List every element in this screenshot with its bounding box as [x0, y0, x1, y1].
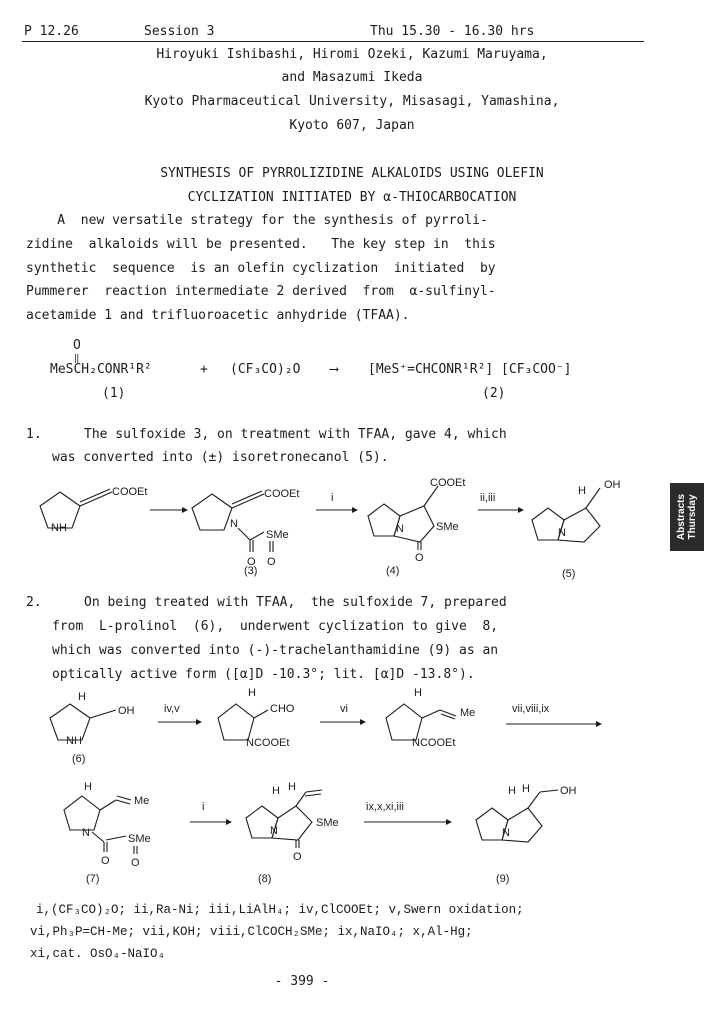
- compound-label-4: (4): [386, 565, 400, 577]
- n-label: N: [230, 518, 238, 530]
- side-tab-label: Abstracts Thursday: [676, 493, 698, 541]
- oh-label: OH: [118, 705, 135, 717]
- affiliation-line-2: Kyoto 607, Japan: [289, 118, 415, 133]
- compound-label-7: (7): [86, 873, 100, 885]
- n-label: N: [396, 523, 404, 535]
- h-label: H: [84, 781, 92, 793]
- ncooet-label: NCOOEt: [246, 737, 290, 749]
- reagent-label: ix,x,xi,iii: [366, 801, 404, 813]
- section-1-line-2: was converted into (±) isoretronecanol (5).: [52, 450, 389, 465]
- compound-label-9: (9): [496, 873, 510, 885]
- sme-label: SMe: [316, 817, 339, 829]
- compound-olefin: [386, 687, 475, 749]
- reagent-label: ii,iii: [480, 492, 496, 504]
- section-1-number: 1.: [26, 427, 42, 442]
- reaction-arrow-iv-v: [158, 703, 202, 725]
- abstract-code: P 12.26: [24, 24, 79, 39]
- n-label: N: [270, 825, 278, 837]
- intro-line-4: Pummerer reaction intermediate 2 derived from α-sulfinyl-: [26, 284, 496, 299]
- intro-line-2: zidine alkaloids will be presented. The key step in this: [26, 237, 496, 252]
- compound-9: [476, 783, 577, 885]
- paper-title-line-2: CYCLIZATION INITIATED BY α-THIOCARBOCATION: [187, 190, 517, 205]
- equation-oxo: O: [73, 338, 81, 353]
- compound-4: [368, 477, 465, 564]
- equation-plus: +: [200, 362, 208, 377]
- n-label: N: [558, 527, 566, 539]
- compound-label-3: (3): [244, 565, 258, 577]
- nh-label: NH: [66, 735, 82, 747]
- intro-line-1: A new versatile strategy for the synthesis of pyrroli-: [26, 213, 488, 228]
- cooet-label: COOEt: [264, 488, 300, 500]
- me-label: Me: [460, 707, 476, 719]
- section-2-number: 2.: [26, 595, 42, 610]
- page-number: - 399 -: [274, 974, 330, 989]
- cho-label: CHO: [270, 703, 295, 715]
- section-2-line-3: which was converted into (-)-trachelanthamidine (9) as an: [52, 643, 499, 658]
- h-label: H: [414, 687, 422, 699]
- oxygen-label: O: [101, 855, 110, 867]
- compound-6: [50, 691, 135, 765]
- compound-8: [246, 781, 339, 885]
- ncooet-label: NCOOEt: [412, 737, 456, 749]
- intro-line-3: synthetic sequence is an olefin cyclization initiated by: [26, 261, 496, 276]
- h-label: H: [78, 691, 86, 703]
- oh-label: OH: [560, 785, 577, 797]
- cooet-label: COOEt: [112, 486, 148, 498]
- oxygen-label: O: [293, 851, 302, 863]
- section-2-line-4: optically active form ([α]D -10.3°; lit. [α]D -13.8°).: [52, 667, 475, 682]
- equation-arrow: ⟶: [330, 362, 338, 377]
- compound-3: [192, 488, 299, 568]
- reagents-line-3: xi,cat. OsO₄-NaIO₄: [30, 947, 166, 961]
- reagent-label: vi: [340, 703, 348, 715]
- equation-double-bond: ‖: [74, 354, 80, 364]
- affiliation-line-1: Kyoto Pharmaceutical University, Misasagi, Yamashina,: [144, 94, 560, 109]
- compound-aldehyde: [218, 687, 295, 749]
- reaction-arrow-vii-viii-ix: [506, 703, 602, 727]
- h-label: H: [272, 785, 280, 797]
- section-1-line-1: The sulfoxide 3, on treatment with TFAA, gave 4, which: [84, 427, 507, 442]
- sulfoxide-oxygen-label: O: [131, 857, 140, 869]
- equation-reagent: (CF₃CO)₂O: [230, 362, 301, 377]
- compound-label-8: (8): [258, 873, 272, 885]
- compound-7: [64, 781, 151, 885]
- reagent-label: vii,viii,ix: [512, 703, 550, 715]
- session-time: Thu 15.30 - 16.30 hrs: [370, 24, 535, 39]
- reaction-arrow-ix-x-xi-iii: [364, 801, 452, 825]
- reaction-arrow-1: [150, 507, 188, 513]
- oh-label: OH: [604, 479, 621, 491]
- reagents-line-1: i,(CF₃CO)₂O; ii,Ra-Ni; iii,LiAlH₄; iv,ClCOOEt; v,Swern oxidation;: [36, 903, 524, 917]
- sme-label: SMe: [436, 521, 459, 533]
- scheme-1: [0, 470, 704, 590]
- session-label: Session 3: [144, 24, 215, 39]
- authors-line-2: and Masazumi Ikeda: [281, 70, 423, 85]
- side-tab: [670, 483, 704, 551]
- header-rule: [22, 41, 644, 42]
- equation-product: [MeS⁺=CHCONR¹R²] [CF₃COO⁻]: [368, 362, 572, 377]
- h-label: H: [578, 485, 586, 497]
- equation-label-2: (2): [482, 386, 506, 401]
- sme-label: SMe: [128, 833, 151, 845]
- sme-label: SMe: [266, 529, 289, 541]
- reagents-line-2: vi,Ph₃P=CH-Me; vii,KOH; viii,ClCOCH₂SMe; ix,NaIO₄; x,Al-Hg;: [30, 925, 473, 939]
- authors-line-1: Hiroyuki Ishibashi, Hiromi Ozeki, Kazumi Maruyama,: [156, 47, 548, 62]
- compound-label-5: (5): [562, 568, 576, 580]
- n-label: N: [82, 827, 90, 839]
- scheme-2-row-2: [0, 778, 704, 890]
- h-label: H: [508, 785, 516, 797]
- intro-line-5: acetamide 1 and trifluoroacetic anhydride (TFAA).: [26, 308, 410, 323]
- section-2-line-2: from L-prolinol (6), underwent cyclization to give 8,: [52, 619, 499, 634]
- n-label: N: [502, 827, 510, 839]
- me-label: Me: [134, 795, 150, 807]
- h-label: H: [248, 687, 256, 699]
- nh-label: NH: [51, 522, 67, 534]
- equation-reactant: MeSCH₂CONR¹R²: [50, 362, 152, 377]
- reagent-label: iv,v: [164, 703, 180, 715]
- scheme-2-row-1: [0, 688, 704, 768]
- section-2-line-1: On being treated with TFAA, the sulfoxide 7, prepared: [84, 595, 507, 610]
- reaction-arrow-3: [478, 492, 524, 513]
- h-label: H: [288, 781, 296, 793]
- paper-title-line-1: SYNTHESIS OF PYRROLIZIDINE ALKALOIDS USING OLEFIN: [160, 166, 544, 181]
- cooet-label: COOEt: [430, 477, 466, 489]
- h-label: H: [522, 783, 530, 795]
- compound-pyrrolidine-ester: [40, 486, 147, 534]
- reaction-arrow-i: [190, 801, 232, 825]
- equation-label-1: (1): [102, 386, 126, 401]
- sulfoxide-oxygen-label: O: [267, 556, 276, 568]
- compound-label-6: (6): [72, 753, 86, 765]
- oxygen-label: O: [415, 552, 424, 564]
- reagent-label: i: [202, 801, 205, 813]
- reaction-arrow-2: [316, 492, 358, 513]
- reagent-label: i: [331, 492, 334, 504]
- oxygen-label: O: [247, 556, 256, 568]
- compound-5: [532, 479, 621, 542]
- reaction-arrow-vi: [320, 703, 366, 725]
